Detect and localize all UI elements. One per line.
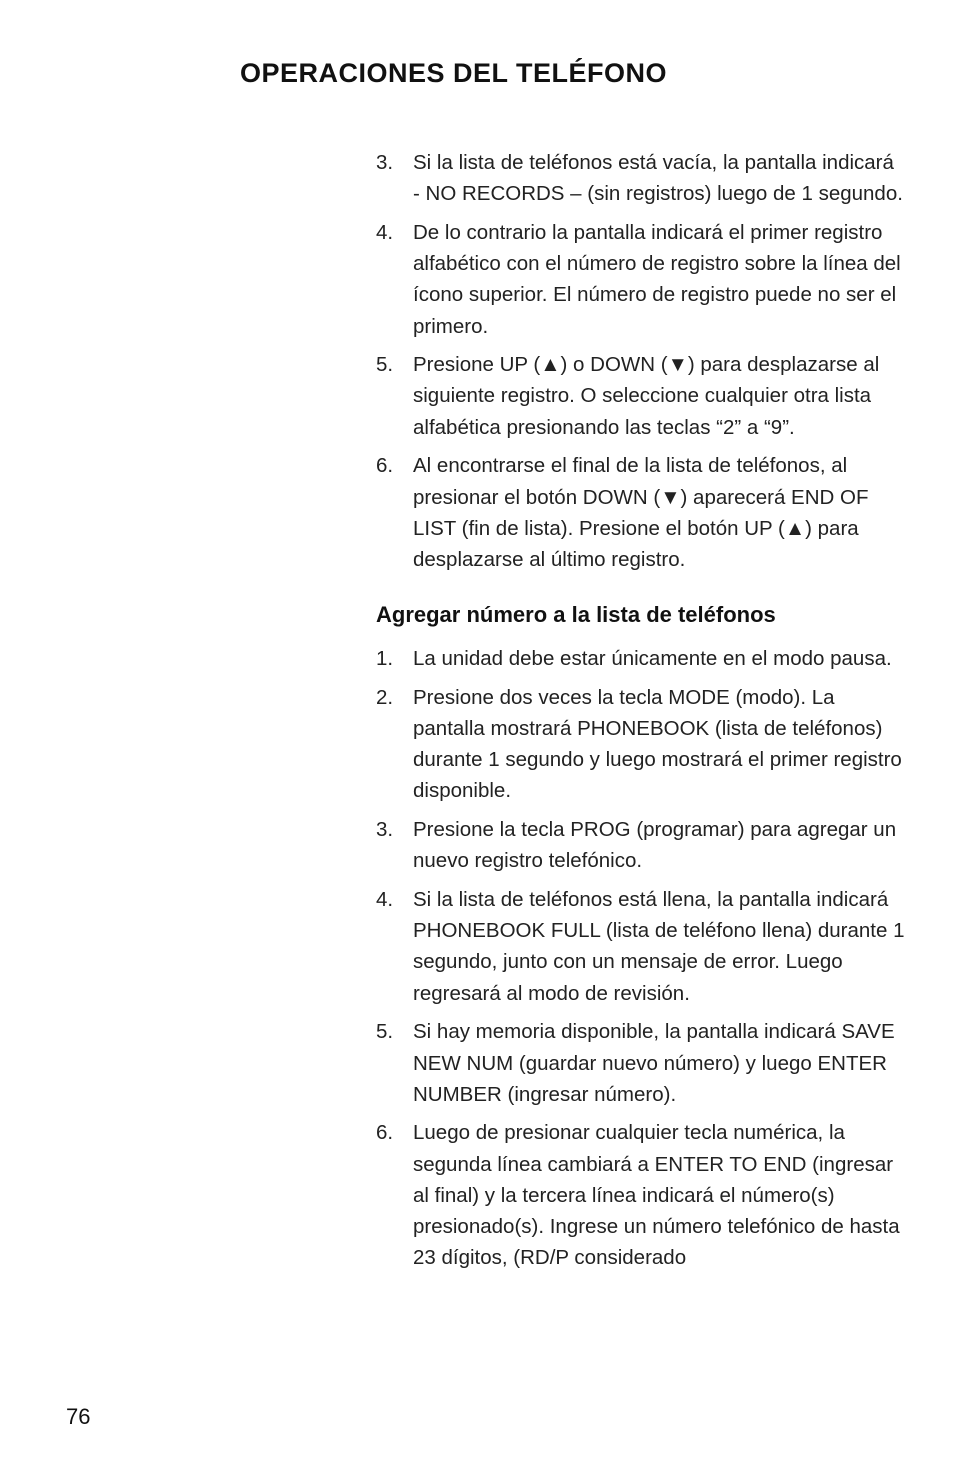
- item-number: 2.: [376, 685, 394, 709]
- section-heading: Agregar número a la lista de teléfonos: [376, 602, 776, 628]
- steps-list-2: [376, 643, 906, 1273]
- list-item: [376, 643, 906, 674]
- page-number: 76: [66, 1404, 91, 1429]
- item-number: 5.: [376, 353, 394, 377]
- list-item: [376, 682, 906, 807]
- item-text: Presione la tecla PROG (programar) para agregar un nuevo registro telefónico.: [413, 818, 897, 873]
- list-item: [376, 1016, 906, 1110]
- item-text: Luego de presionar cualquier tecla numérica, la segunda línea cambiará a ENTER TO END (ingresar al final) y la tercera línea indicará el número(s) presionado(s). Ingrese un número telefónico de hasta 23 dígitos, (RD/P considerado: [413, 1121, 900, 1270]
- item-text: Presione UP (▲) o DOWN (▼) para desplazarse al siguiente registro. O seleccione cualquier otra lista alfabética presionando las teclas “2” a “9”.: [413, 353, 880, 439]
- item-text: De lo contrario la pantalla indicará el primer registro alfabético con el número de registro sobre la línea del ícono superior. El número de registro puede no ser el primero.: [413, 220, 901, 338]
- steps-list-1: [376, 147, 906, 575]
- item-text: Al encontrarse el final de la lista de teléfonos, al presionar el botón DOWN (▼) aparecerá END OF LIST (fin de lista). Presione el botón UP (▲) para desplazarse al último registro.: [413, 454, 869, 571]
- list-item: [376, 349, 906, 443]
- list-item: [376, 1117, 906, 1273]
- item-number: 6.: [376, 1121, 394, 1145]
- list-item: [376, 217, 906, 342]
- list-item: [376, 450, 906, 575]
- item-text: Si la lista de teléfonos está vacía, la pantalla indicará - NO RECORDS – (sin registros) luego de 1 segundo.: [413, 151, 903, 206]
- main-content: [376, 147, 906, 1281]
- item-text: Si la lista de teléfonos está llena, la pantalla indicará PHONEBOOK FULL (lista de teléfono llena) durante 1 segundo, junto con un mensaje de error. Luego regresará al modo de revisión.: [413, 888, 905, 1005]
- item-number: 5.: [376, 1020, 394, 1044]
- item-number: 6.: [376, 454, 394, 478]
- item-number: 4.: [376, 220, 394, 244]
- item-text: Si hay memoria disponible, la pantalla indicará SAVE NEW NUM (guardar nuevo número) y luego ENTER NUMBER (ingresar número).: [413, 1020, 895, 1106]
- item-text: La unidad debe estar únicamente en el modo pausa.: [413, 647, 892, 671]
- page-title: OPERACIONES DEL TELÉFONO: [240, 58, 668, 88]
- item-number: 1.: [376, 647, 394, 671]
- list-item: [376, 884, 906, 1009]
- item-number: 3.: [376, 818, 394, 842]
- item-number: 3.: [376, 151, 394, 174]
- list-item: [376, 814, 906, 876]
- item-number: 4.: [376, 888, 394, 912]
- list-item: [376, 147, 906, 209]
- item-text: Presione dos veces la tecla MODE (modo). La pantalla mostrará PHONEBOOK (lista de teléfonos) durante 1 segundo y luego mostrará el primer registro disponible.: [413, 685, 902, 803]
